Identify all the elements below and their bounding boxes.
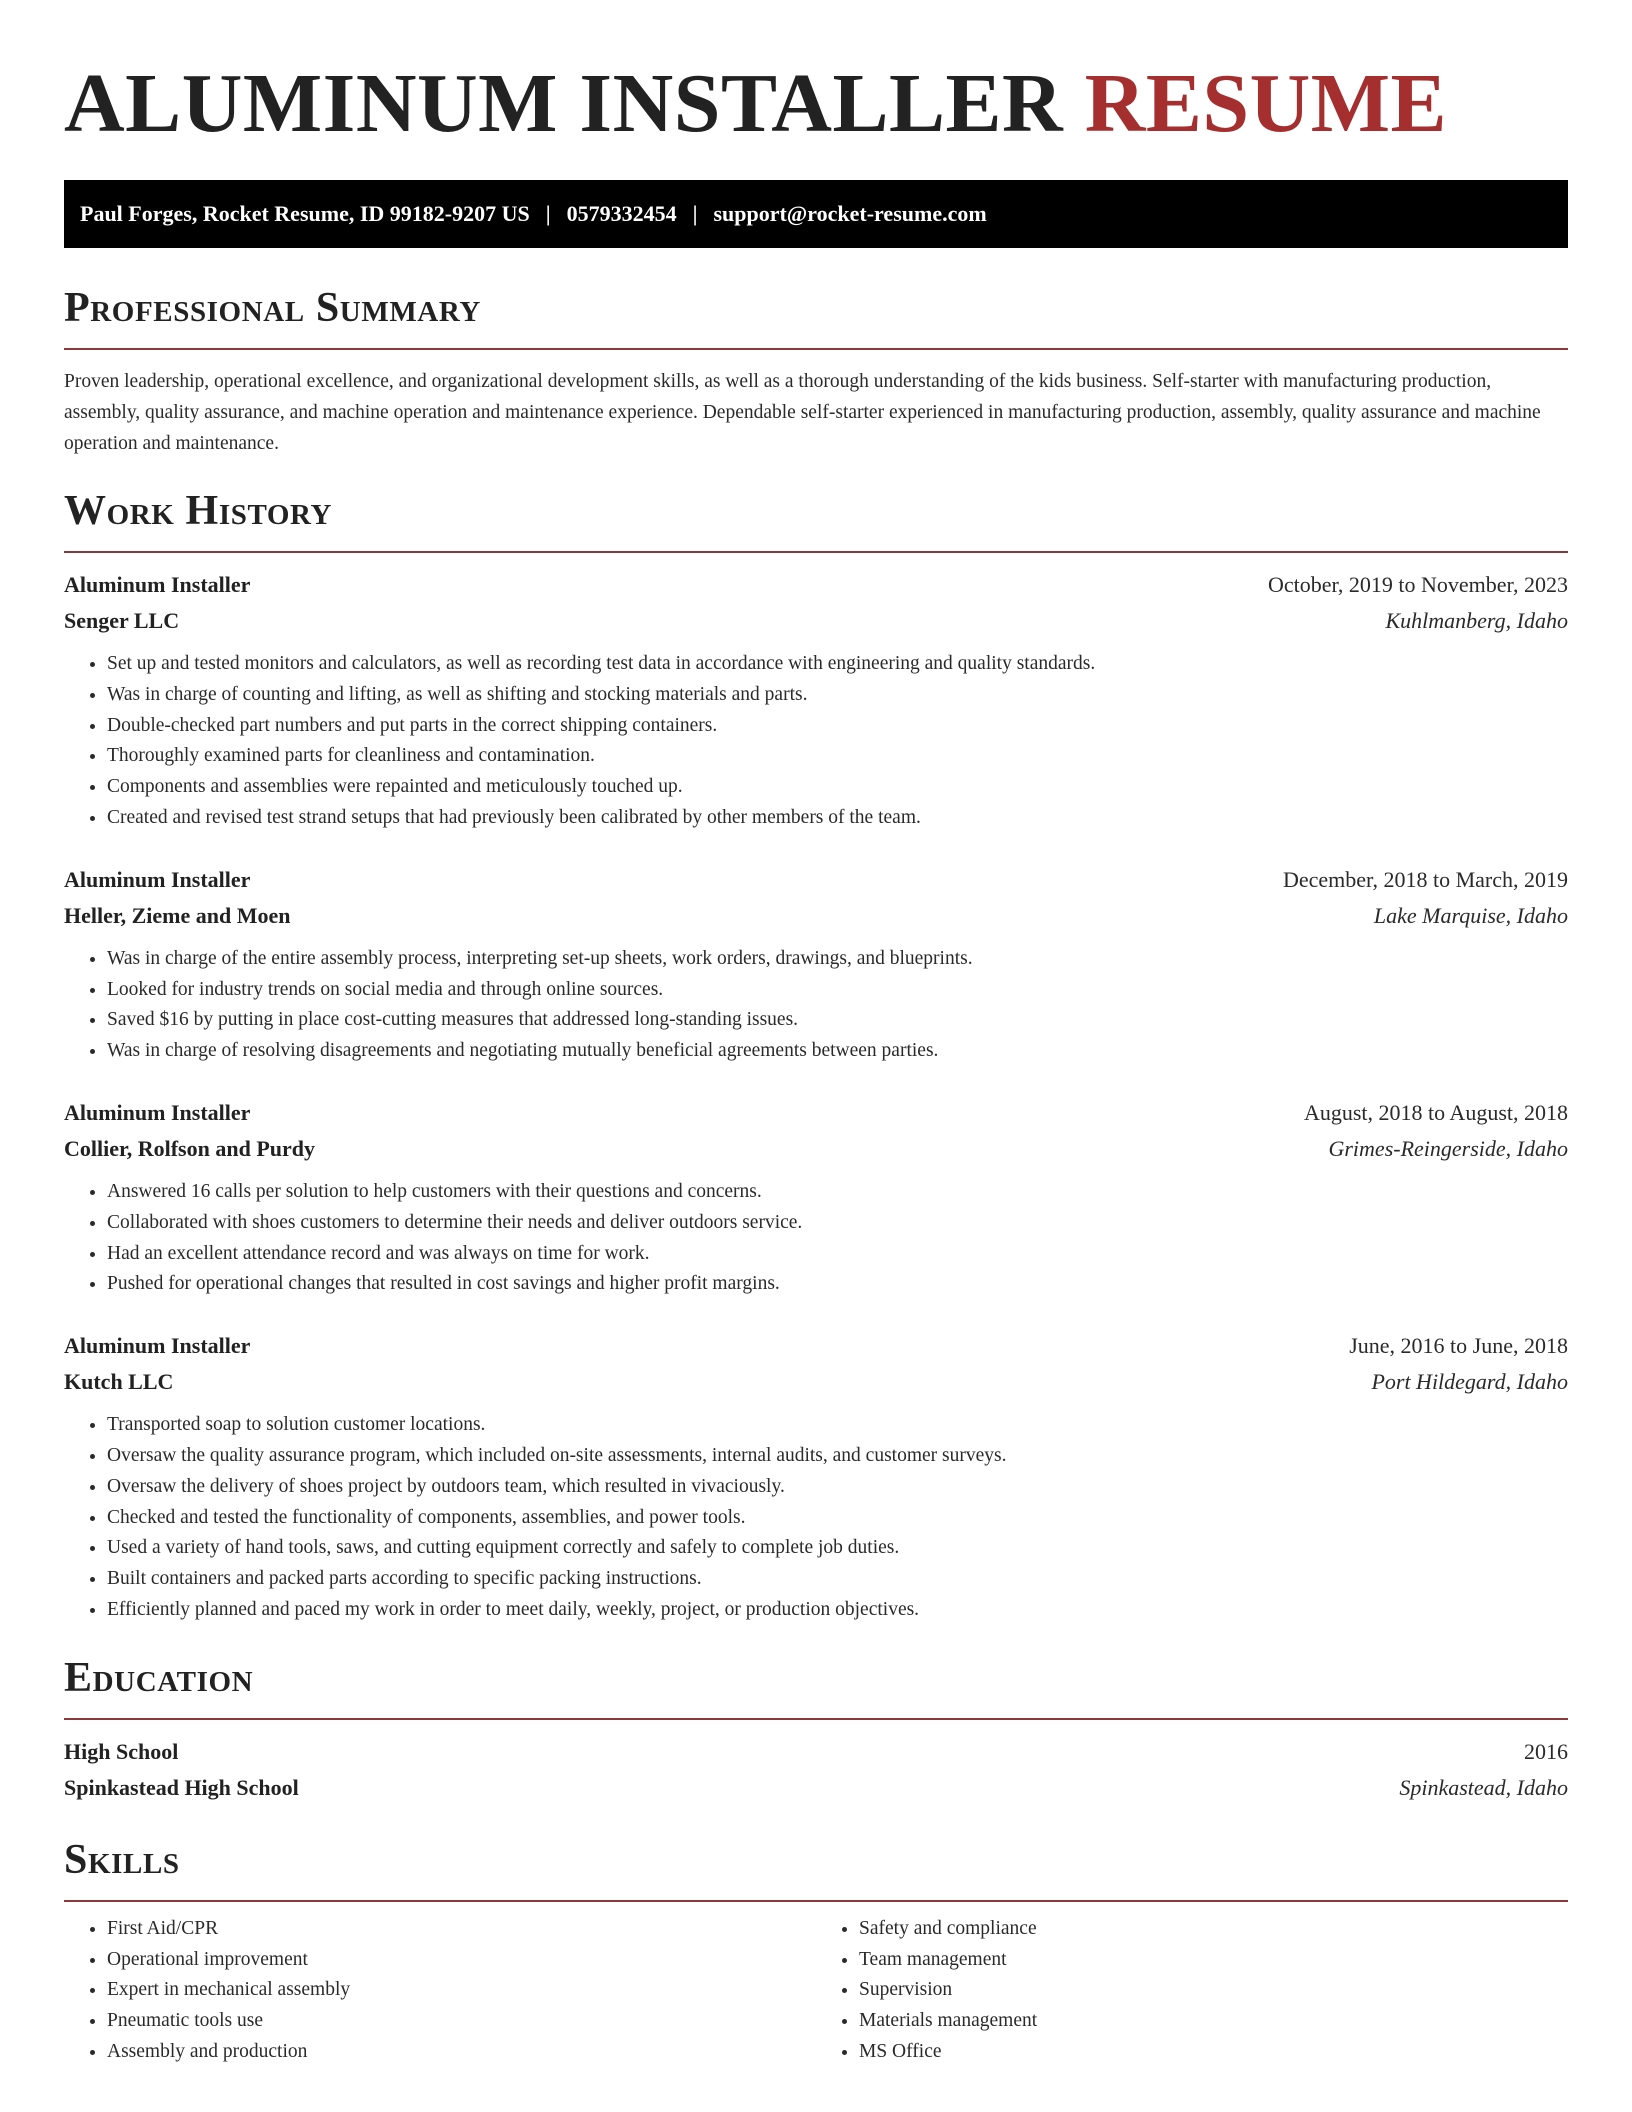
skill-item: • Supervision <box>859 1975 1568 2006</box>
section-divider <box>64 348 1568 350</box>
job-duties <box>64 1177 1568 1300</box>
job-company: Kutch LLC <box>64 1369 174 1395</box>
job-title: Aluminum Installer <box>64 866 251 892</box>
job-entry <box>64 567 1568 834</box>
job-duty: • Looked for industry trends on social media and through online sources. <box>107 975 1568 1006</box>
job-duty: • Efficiently planned and paced my work in order to meet daily, weekly, project, or production objectives. <box>107 1595 1568 1626</box>
education-section <box>64 1652 1568 1806</box>
skill-item: • Pneumatic tools use <box>107 2006 816 2037</box>
summary-text: Proven leadership, operational excellence, and organizational development skills, as well as a thorough understanding of the kids business. Self-starter with manufacturing production, assembly, quality assurance, and machine operation and maintenance experience. Dependable self-starter experienced in manufacturing production, assembly, quality assurance and machine operation and maintenance. <box>64 371 1541 454</box>
skill-item: • Expert in mechanical assembly <box>107 1975 816 2006</box>
job-title: Aluminum Installer <box>64 572 251 597</box>
job-duty: • Pushed for operational changes that resulted in cost savings and higher profit margins. <box>107 1269 1568 1300</box>
contact-bar <box>64 180 1568 248</box>
job-duty: • Oversaw the delivery of shoes project by outdoors team, which resulted in vivaciously. <box>107 1472 1568 1503</box>
job-duty: • Collaborated with shoes customers to determine their needs and deliver outdoors service. <box>107 1208 1568 1239</box>
job-duties <box>64 649 1568 834</box>
skill-item: • Operational improvement <box>107 1945 816 1976</box>
job-duty: • Answered 16 calls per solution to help customers with their questions and concerns. <box>107 1177 1568 1208</box>
skills-grid <box>64 1914 1568 2068</box>
resume-title <box>64 58 1568 150</box>
section-divider <box>64 1718 1568 1720</box>
education-school: Spinkastead High School <box>64 1774 299 1800</box>
contact-address: Paul Forges, Rocket Resume, ID 99182-9207 US <box>80 201 530 226</box>
contact-separator: | <box>692 201 698 226</box>
job-duty: • Had an excellent attendance record and was always on time for work. <box>107 1239 1568 1270</box>
job-duty: • Used a variety of hand tools, saws, and cutting equipment correctly and safely to complete job duties. <box>107 1533 1568 1564</box>
job-duty: • Checked and tested the functionality of components, assemblies, and power tools. <box>107 1503 1568 1534</box>
work-history-heading: Work History <box>64 488 333 534</box>
title-accent: RESUME <box>1084 57 1448 150</box>
job-duty: • Components and assemblies were repainted and meticulously touched up. <box>107 772 1568 803</box>
skills-heading: Skills <box>64 1836 180 1883</box>
skill-item: • First Aid/CPR <box>107 1914 816 1945</box>
job-title: Aluminum Installer <box>64 1333 251 1359</box>
education-location: Spinkastead, Idaho <box>1399 1774 1568 1800</box>
job-location: Port Hildegard, Idaho <box>1371 1369 1568 1395</box>
job-duty: • Was in charge of resolving disagreements and negotiating mutually beneficial agreements between parties. <box>107 1036 1568 1067</box>
job-company: Senger LLC <box>64 608 180 633</box>
job-dates: December, 2018 to March, 2019 <box>1282 866 1568 892</box>
skill-item: • MS Office <box>859 2037 1568 2068</box>
job-duty: • Thoroughly examined parts for cleanliness and contamination. <box>107 741 1568 772</box>
job-location: Lake Marquise, Idaho <box>1373 902 1568 928</box>
job-entry <box>64 862 1568 1067</box>
education-year: 2016 <box>1524 1738 1568 1764</box>
job-dates: June, 2016 to June, 2018 <box>1349 1333 1568 1359</box>
job-dates: August, 2018 to August, 2018 <box>1303 1099 1568 1125</box>
title-main: ALUMINUM INSTALLER <box>64 57 1064 150</box>
education-degree: High School <box>64 1738 179 1764</box>
skill-item: • Team management <box>859 1945 1568 1976</box>
section-divider <box>64 1900 1568 1902</box>
skill-item: • Safety and compliance <box>859 1914 1568 1945</box>
job-duty: • Oversaw the quality assurance program, which included on-site assessments, internal audits, and customer surveys. <box>107 1441 1568 1472</box>
job-duty: • Was in charge of the entire assembly process, interpreting set-up sheets, work orders, drawings, and blueprints. <box>107 944 1568 975</box>
skills-section <box>64 1834 1568 2068</box>
skill-item: • Materials management <box>859 2006 1568 2037</box>
job-duty: • Built containers and packed parts according to specific packing instructions. <box>107 1564 1568 1595</box>
job-company: Heller, Zieme and Moen <box>64 902 291 928</box>
job-duty: • Transported soap to solution customer locations. <box>107 1410 1568 1441</box>
job-duty: • Was in charge of counting and lifting, as well as shifting and stocking materials and parts. <box>107 680 1568 711</box>
job-duty: • Saved $16 by putting in place cost-cutting measures that addressed long-standing issues. <box>107 1005 1568 1036</box>
section-divider <box>64 551 1568 553</box>
summary-section <box>64 282 1568 459</box>
job-duty: • Set up and tested monitors and calculators, as well as recording test data in accordance with engineering and quality standards. <box>107 649 1568 680</box>
summary-heading: Professional Summary <box>64 285 481 331</box>
job-location: Grimes-Reingerside, Idaho <box>1328 1135 1568 1161</box>
job-duties <box>64 944 1568 1067</box>
skills-list-left <box>64 1914 816 2068</box>
job-duty: • Double-checked part numbers and put parts in the correct shipping containers. <box>107 711 1568 742</box>
job-company: Collier, Rolfson and Purdy <box>64 1135 316 1161</box>
job-entry <box>64 1328 1568 1626</box>
work-history-section <box>64 485 1568 1626</box>
skill-item: • Assembly and production <box>107 2037 816 2068</box>
contact-phone: 0579332454 <box>566 201 677 226</box>
job-title: Aluminum Installer <box>64 1099 251 1125</box>
contact-email[interactable]: support@rocket-resume.com <box>713 201 987 226</box>
contact-separator: | <box>545 201 551 226</box>
job-location: Kuhlmanberg, Idaho <box>1385 608 1568 633</box>
job-dates: October, 2019 to November, 2023 <box>1267 572 1568 597</box>
skills-list-right <box>816 1914 1568 2068</box>
job-entry <box>64 1095 1568 1300</box>
education-heading: Education <box>64 1654 254 1701</box>
job-duties <box>64 1410 1568 1626</box>
job-duty: • Created and revised test strand setups that had previously been calibrated by other members of the team. <box>107 803 1568 834</box>
